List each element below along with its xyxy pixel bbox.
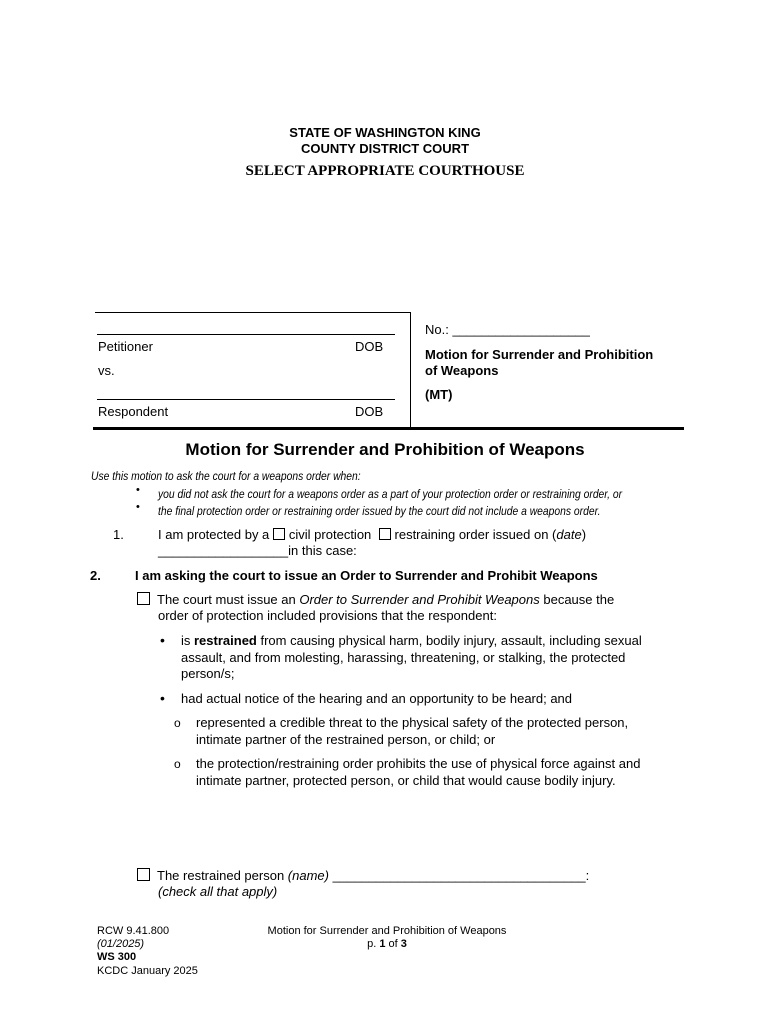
footer-page-number (237, 938, 537, 951)
intro-bullet-1: you did not ask the court for a weapons order as a part of your protection order or restraining order, or (158, 487, 623, 501)
dob-label-respondent: DOB (355, 404, 384, 419)
provision-bullet-2: had actual notice of the hearing and an opportunity to be heard; and (181, 691, 573, 706)
item-1-tail: in this case: (288, 543, 357, 558)
b1-pre: is (181, 633, 194, 648)
form-title-line2: of Weapons (425, 363, 499, 378)
check-all-note: (check all that apply) (158, 884, 278, 899)
form-title-line1: Motion for Surrender and Prohibition (425, 347, 654, 362)
restraining-order-checkbox[interactable] (379, 528, 391, 540)
page-current: 1 (379, 938, 386, 950)
restraining-order-label: restraining order issued on ( (394, 527, 557, 542)
item-1-lead: I am protected by a (158, 527, 270, 542)
opt-b-name-label: (name) (287, 868, 329, 883)
opt-a-post: because the (539, 592, 615, 607)
case-number-field[interactable]: No.: ___________________ (425, 322, 590, 337)
item-1-number: 1. (113, 527, 124, 542)
item-2-number: 2. (90, 568, 101, 583)
date-label: date (556, 527, 582, 542)
caption-bottom-rule (93, 427, 684, 430)
form-code: (MT) (425, 387, 453, 402)
sub-bullet-2-line2: intimate partner, protected person, or child that would cause bodily injury. (196, 773, 616, 788)
sub-bullet-marker: o (174, 757, 181, 771)
bullet-marker: • (160, 632, 165, 648)
sub-bullet-1-line1: represented a credible threat to the physical safety of the protected person, (196, 715, 629, 730)
restrained-person-checkbox[interactable] (137, 868, 150, 881)
caption-divider (410, 312, 411, 428)
item-1-line2 (158, 543, 357, 559)
vs-label: vs. (98, 363, 115, 378)
provision-bullet-1-line2: assault, and from molesting, harassing, threatening, or stalking, the protected (181, 650, 626, 665)
footer-rcw: RCW 9.41.800 (97, 925, 170, 937)
sub-bullet-2-line1: the protection/restraining order prohibits the use of physical force against and (196, 756, 641, 771)
opt-a-italic: Order to Surrender and Prohibit Weapons (299, 592, 540, 607)
footer-kcdc: KCDC January 2025 (97, 965, 198, 977)
dob-label-petitioner: DOB (355, 339, 384, 354)
court-must-issue-checkbox[interactable] (137, 592, 150, 605)
footer-title: Motion for Surrender and Prohibition of Weapons (267, 925, 507, 937)
provision-bullet-1 (181, 633, 642, 649)
item-1-line1 (158, 527, 586, 543)
bullet-marker: • (136, 501, 140, 513)
petitioner-line (97, 334, 395, 335)
intro-bullet-2: the final protection order or restraining order issued by the court did not include a weapons order. (158, 504, 601, 518)
bullet-marker: • (136, 484, 140, 496)
page-of: of (385, 938, 401, 950)
restrained-person-name-field[interactable]: ___________________________________: (328, 868, 590, 883)
opt-a-line2: order of protection included provisions that the respondent: (158, 608, 497, 623)
page-pre: p. (367, 938, 380, 950)
close-paren: ) (581, 527, 587, 542)
bullet-marker: • (160, 690, 165, 706)
item-2-heading: I am asking the court to issue an Order to Surrender and Prohibit Weapons (135, 568, 598, 583)
petitioner-label: Petitioner (98, 339, 153, 354)
footer-revision: (01/2025) (97, 938, 145, 950)
opt-b-text: The restrained person (157, 868, 288, 883)
page-title: Motion for Surrender and Prohibition of Weapons (185, 440, 585, 459)
court-name-line2: COUNTY DISTRICT COURT (300, 141, 470, 156)
page-total: 3 (400, 938, 407, 950)
court-name-line1: STATE OF WASHINGTON KING (289, 125, 481, 140)
caption-top-rule (95, 312, 411, 313)
b1-post: from causing physical harm, bodily injury, assault, including sexual (256, 633, 642, 648)
opt-a-text: The court must issue an (157, 592, 300, 607)
footer-form-number: WS 300 (97, 951, 137, 963)
respondent-label: Respondent (98, 404, 169, 419)
intro-text: Use this motion to ask the court for a weapons order when: (91, 469, 361, 483)
option-restrained-person (137, 868, 589, 884)
date-blank-field[interactable]: __________________ (158, 543, 289, 558)
provision-bullet-1-line3: person/s; (181, 666, 235, 681)
option-court-must-issue (137, 592, 614, 608)
respondent-line (97, 399, 395, 400)
sub-bullet-marker: o (174, 716, 181, 730)
civil-protection-label: civil protection (288, 527, 372, 542)
civil-protection-checkbox[interactable] (273, 528, 285, 540)
sub-bullet-1-line2: intimate partner of the restrained person, or child; or (196, 732, 496, 747)
courthouse-selector[interactable]: SELECT APPROPRIATE COURTHOUSE (245, 163, 525, 179)
b1-bold: restrained (194, 633, 257, 648)
